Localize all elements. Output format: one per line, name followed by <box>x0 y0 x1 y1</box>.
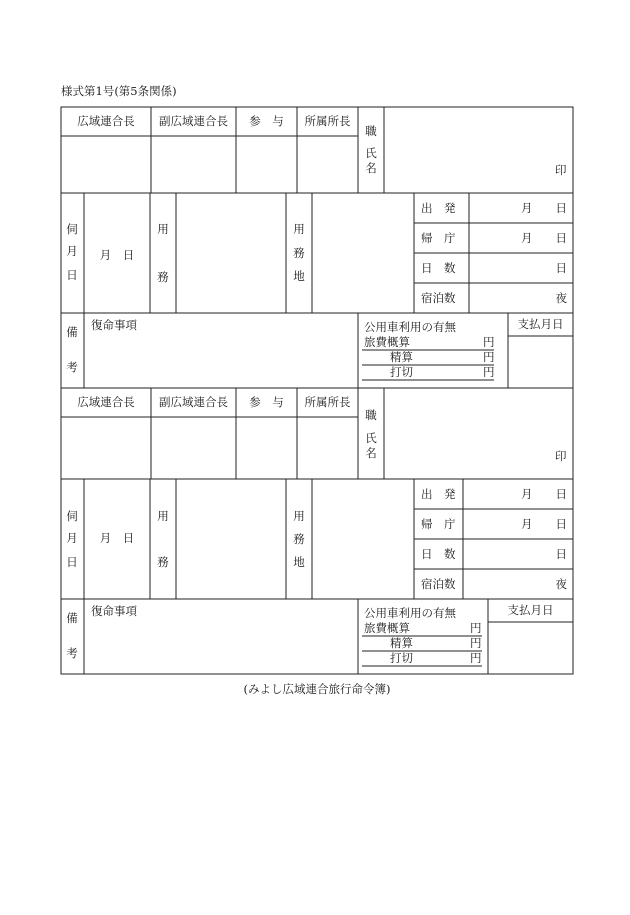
staff-label-char: 氏 <box>365 146 377 160</box>
public-car-label: 公用車利用の有無 <box>364 606 456 620</box>
yomuchi-label-char: 務 <box>293 532 305 546</box>
staff-label-char: 職 <box>365 408 377 422</box>
ukagai-label-char: 月 <box>66 244 78 258</box>
stamp-header-dept-head: 所属所長 <box>304 395 351 409</box>
expense-label-settle: 精算 <box>390 636 413 650</box>
stamp-header-advisor: 参 与 <box>249 395 284 409</box>
trip-label-return: 帰 庁 <box>421 517 456 531</box>
yomu-label-char: 用 <box>157 222 169 236</box>
expense-unit: 円 <box>470 651 482 665</box>
trip-value-nights: 夜 <box>555 291 567 305</box>
yomuchi-label-char: 務 <box>293 246 305 260</box>
ukagai-date: 月 日 <box>99 531 135 545</box>
expense-label-settle: 精算 <box>390 350 413 364</box>
yomu-label-char: 務 <box>157 270 169 284</box>
yomuchi-label-char: 用 <box>293 222 305 236</box>
stamp-header-chairman: 広域連合長 <box>77 114 135 128</box>
form-outline-2 <box>61 388 573 674</box>
yomuchi-label-char: 用 <box>293 509 305 523</box>
trip-value-depart: 月 日 <box>521 201 567 215</box>
expense-unit: 円 <box>470 636 482 650</box>
fukumei-label: 復命事項 <box>91 604 137 618</box>
seal-mark: 印 <box>555 163 567 177</box>
yomu-label-char: 務 <box>157 555 169 569</box>
stamp-header-vice-chairman: 副広域連合長 <box>159 395 228 409</box>
stamp-header-advisor: 参 与 <box>249 114 284 128</box>
staff-label-char: 名 <box>365 446 377 460</box>
trip-value-days: 日 <box>555 547 567 561</box>
trip-label-days: 日 数 <box>421 547 456 561</box>
form-outline-1 <box>61 107 573 388</box>
trip-value-return: 月 日 <box>521 517 567 531</box>
expense-unit: 円 <box>483 350 495 364</box>
fukumei-label: 復命事項 <box>91 318 137 332</box>
ukagai-label-char: 月 <box>66 531 78 545</box>
biko-label-char: 考 <box>66 360 78 374</box>
yomu-label-char: 用 <box>157 509 169 523</box>
trip-label-return: 帰 庁 <box>421 231 456 245</box>
expense-label-estimate: 旅費概算 <box>364 621 410 635</box>
expense-label-estimate: 旅費概算 <box>364 335 410 349</box>
ukagai-label-char: 伺 <box>66 222 78 236</box>
expense-label-cutoff: 打切 <box>390 365 413 379</box>
payment-date-label: 支払月日 <box>517 317 564 331</box>
trip-label-nights: 宿泊数 <box>421 577 456 591</box>
trip-value-depart: 月 日 <box>521 487 567 501</box>
stamp-header-chairman: 広域連合長 <box>77 395 135 409</box>
ukagai-label-char: 日 <box>66 555 78 569</box>
stamp-header-dept-head: 所属所長 <box>304 114 351 128</box>
yomuchi-label-char: 地 <box>293 269 305 283</box>
staff-label-char: 名 <box>365 161 377 175</box>
expense-unit: 円 <box>470 621 482 635</box>
stamp-header-vice-chairman: 副広域連合長 <box>159 114 228 128</box>
trip-value-return: 月 日 <box>521 231 567 245</box>
yomuchi-label-char: 地 <box>293 555 305 569</box>
trip-value-nights: 夜 <box>555 577 567 591</box>
public-car-label: 公用車利用の有無 <box>364 320 456 334</box>
staff-label-char: 職 <box>365 124 377 138</box>
staff-label-char: 氏 <box>365 431 377 445</box>
trip-value-days: 日 <box>555 261 567 275</box>
form-label: 様式第1号(第5条関係) <box>61 84 177 98</box>
expense-unit: 円 <box>483 365 495 379</box>
trip-label-depart: 出 発 <box>421 487 456 501</box>
ukagai-label-char: 伺 <box>66 509 78 523</box>
trip-label-nights: 宿泊数 <box>421 291 456 305</box>
trip-label-days: 日 数 <box>421 261 456 275</box>
form-footer-title: (みよし広域連合旅行命令簿) <box>243 682 391 696</box>
expense-label-cutoff: 打切 <box>390 651 413 665</box>
expense-unit: 円 <box>483 335 495 349</box>
trip-label-depart: 出 発 <box>421 201 456 215</box>
ukagai-label-char: 日 <box>66 268 78 282</box>
ukagai-date: 月 日 <box>99 248 135 262</box>
payment-date-label: 支払月日 <box>507 603 554 617</box>
biko-label-char: 備 <box>66 325 78 339</box>
biko-label-char: 備 <box>66 611 78 625</box>
biko-label-char: 考 <box>66 646 78 660</box>
seal-mark: 印 <box>555 449 567 463</box>
